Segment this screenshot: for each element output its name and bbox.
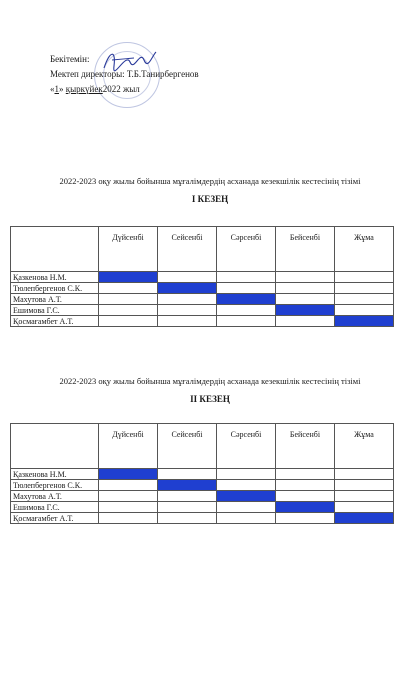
duty-cell-empty: [335, 272, 394, 283]
table-row: [11, 305, 394, 316]
date-day: 1: [54, 84, 59, 94]
day-header: Бейсенбі: [276, 227, 335, 272]
duty-cell-filled: [158, 480, 217, 491]
table-row: [11, 513, 394, 524]
duty-cell-filled: [276, 502, 335, 513]
teacher-name: Тюлепбергенов С.К.: [11, 480, 99, 491]
duty-cell-filled: [99, 272, 158, 283]
duty-cell-empty: [335, 283, 394, 294]
schedule-table-1: [10, 226, 394, 327]
teacher-name: Ешимова Г.С.: [11, 305, 99, 316]
duty-cell-empty: [276, 272, 335, 283]
day-header: Сейсенбі: [158, 227, 217, 272]
duty-cell-empty: [217, 283, 276, 294]
header-blank-cell: [11, 424, 99, 469]
duty-cell-empty: [335, 469, 394, 480]
period-1-label: І КЕЗЕҢ: [191, 194, 229, 204]
duty-cell-empty: [217, 513, 276, 524]
teacher-name: Махутова А.Т.: [11, 294, 99, 305]
table-row: [11, 283, 394, 294]
duty-cell-empty: [335, 305, 394, 316]
teacher-name: Қосмағамбет А.Т.: [11, 316, 99, 327]
table-row: [11, 469, 394, 480]
duty-cell-empty: [158, 272, 217, 283]
duty-cell-empty: [335, 294, 394, 305]
duty-cell-empty: [99, 513, 158, 524]
teacher-name: Тюлепбергенов С.К.: [11, 283, 99, 294]
duty-cell-empty: [158, 491, 217, 502]
duty-cell-empty: [276, 491, 335, 502]
teacher-name: Қосмағамбет А.Т.: [11, 513, 99, 524]
day-header: Сәрсенбі: [217, 227, 276, 272]
period-2-label: ІІ КЕЗЕҢ: [190, 394, 230, 404]
table-row: [11, 316, 394, 327]
duty-cell-empty: [99, 294, 158, 305]
duty-cell-filled: [276, 305, 335, 316]
teacher-name: Қазкенова Н.М.: [11, 469, 99, 480]
duty-cell-empty: [217, 305, 276, 316]
duty-cell-filled: [335, 316, 394, 327]
day-header: Сәрсенбі: [217, 424, 276, 469]
director-line: Мектеп директоры: Т.Б.Танирбергенов: [50, 69, 199, 79]
duty-cell-empty: [158, 513, 217, 524]
duty-cell-filled: [217, 491, 276, 502]
duty-cell-empty: [276, 513, 335, 524]
duty-cell-empty: [158, 294, 217, 305]
teacher-name: Қазкенова Н.М.: [11, 272, 99, 283]
day-header: Сейсенбі: [158, 424, 217, 469]
approved-label: Бекітемін:: [50, 54, 90, 64]
duty-cell-filled: [217, 294, 276, 305]
duty-cell-empty: [335, 502, 394, 513]
table-row: [11, 491, 394, 502]
duty-cell-empty: [158, 502, 217, 513]
duty-cell-empty: [335, 491, 394, 502]
duty-cell-empty: [217, 502, 276, 513]
duty-cell-empty: [276, 316, 335, 327]
day-header: Дүйсенбі: [99, 227, 158, 272]
header-row: [11, 424, 394, 469]
duty-cell-empty: [158, 469, 217, 480]
period-1-title: 2022-2023 оқу жылы бойынша мұғалімдердің асханада кезекшілік кестесінің тізімі: [59, 176, 361, 186]
date-month: қыркүйек: [65, 84, 103, 94]
duty-cell-empty: [276, 294, 335, 305]
duty-cell-empty: [99, 502, 158, 513]
duty-cell-empty: [217, 316, 276, 327]
duty-cell-filled: [99, 469, 158, 480]
duty-cell-filled: [158, 283, 217, 294]
duty-cell-empty: [158, 305, 217, 316]
day-header: Бейсенбі: [276, 424, 335, 469]
header-row: [11, 227, 394, 272]
day-header: Дүйсенбі: [99, 424, 158, 469]
duty-cell-empty: [217, 469, 276, 480]
teacher-name: Махутова А.Т.: [11, 491, 99, 502]
duty-cell-empty: [217, 480, 276, 491]
table-row: [11, 272, 394, 283]
date-year: 2022 жыл: [102, 84, 140, 94]
teacher-name: Ешимова Г.С.: [11, 502, 99, 513]
duty-cell-empty: [158, 316, 217, 327]
table-row: [11, 294, 394, 305]
duty-cell-filled: [335, 513, 394, 524]
duty-cell-empty: [276, 283, 335, 294]
duty-cell-empty: [99, 491, 158, 502]
approval-block: [50, 52, 199, 97]
duty-cell-empty: [276, 469, 335, 480]
table-row: [11, 502, 394, 513]
schedule-table-2: [10, 423, 394, 524]
duty-cell-empty: [99, 316, 158, 327]
duty-cell-empty: [99, 305, 158, 316]
table-row: [11, 480, 394, 491]
duty-cell-empty: [217, 272, 276, 283]
day-header: Жұма: [335, 424, 394, 469]
header-blank-cell: [11, 227, 99, 272]
approval-date: «1» қыркүйек2022 жыл: [50, 84, 140, 94]
duty-cell-empty: [276, 480, 335, 491]
duty-cell-empty: [99, 480, 158, 491]
duty-cell-empty: [335, 480, 394, 491]
day-header: Жұма: [335, 227, 394, 272]
duty-cell-empty: [99, 283, 158, 294]
period-2-title: 2022-2023 оқу жылы бойынша мұғалімдердің асханада кезекшілік кестесінің тізімі: [59, 376, 361, 386]
